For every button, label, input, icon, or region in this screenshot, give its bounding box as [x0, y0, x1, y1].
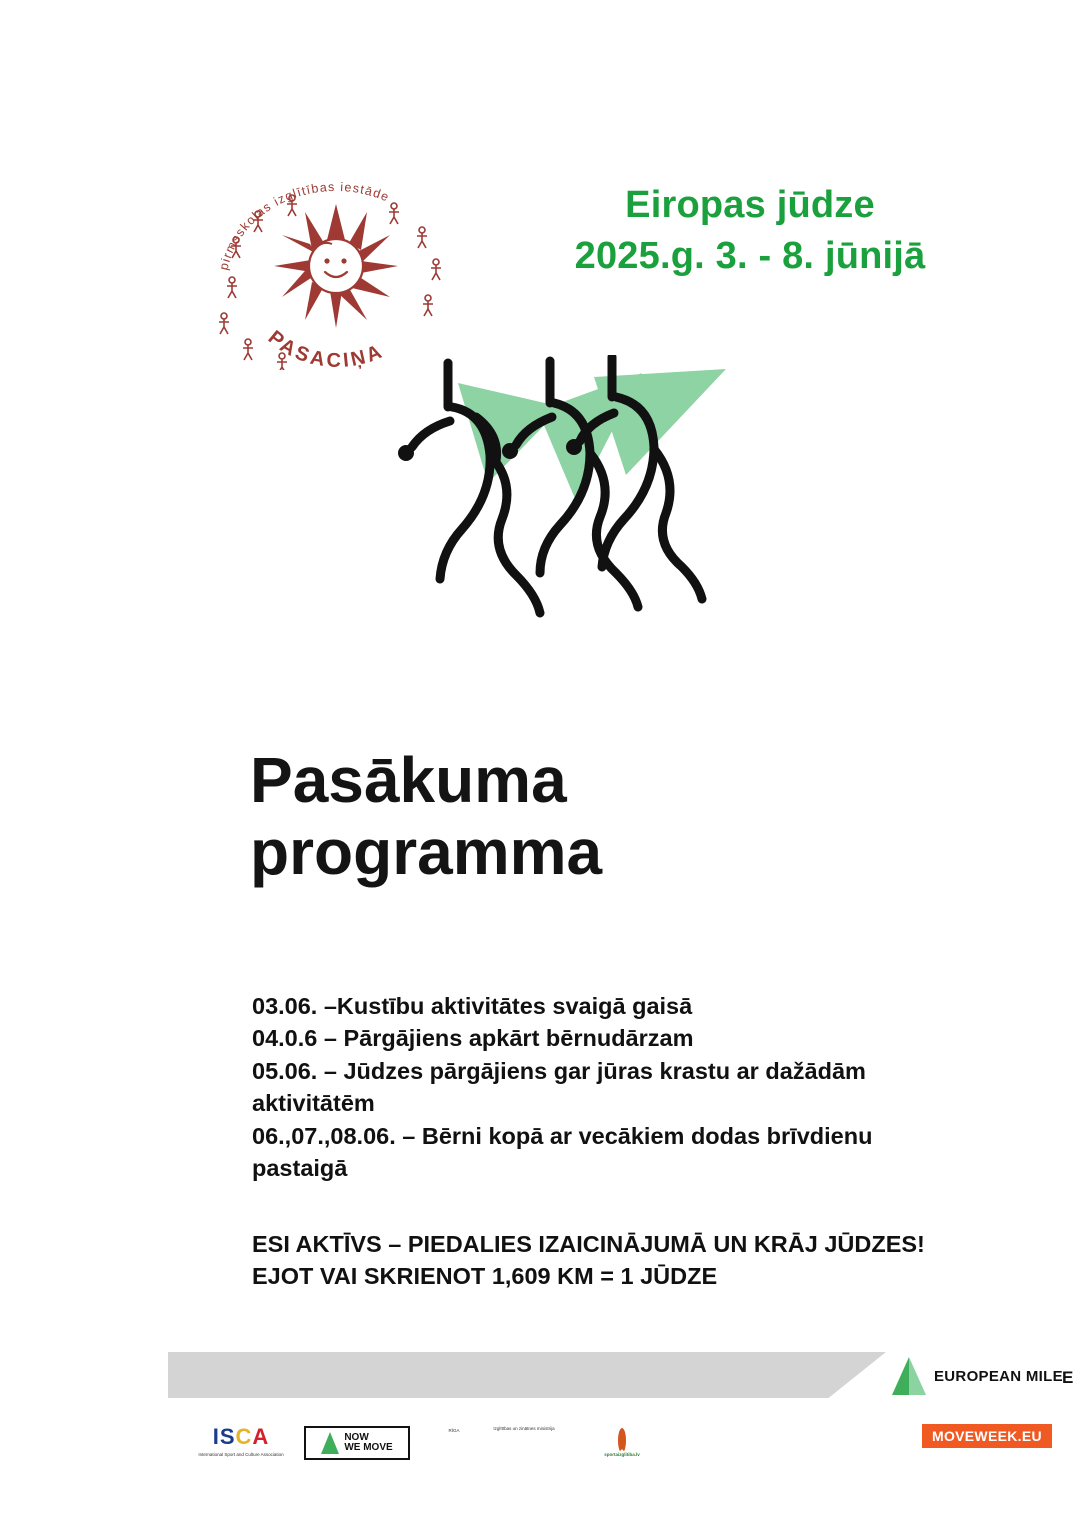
list-item: 06.,07.,08.06. – Bērni kopā ar vecākiem dodas brīvdienu pastaigā [252, 1122, 873, 1182]
page-title-line-2: programma [250, 815, 603, 888]
riga-caption: RĪGA [448, 1428, 460, 1433]
sponsor-nowwemove [304, 1426, 410, 1460]
sponsor-isca [196, 1424, 286, 1458]
logo-arc-text: pirmsskolas izglītības iestāde [216, 179, 392, 272]
nowwemove-line-2: WE MOVE [344, 1442, 393, 1453]
nowwemove-line-1: NOW [344, 1431, 369, 1443]
european-mile-label: EUROPEAN MILE [934, 1367, 1063, 1385]
sponsor-ministry [492, 1424, 556, 1432]
callout-line-2: EJOT VAI SKRIENOT 1,609 KM = 1 JŪDZE [252, 1263, 718, 1290]
sponsor-riga [424, 1426, 484, 1434]
sportaizglitiba-swoosh-icon [618, 1428, 626, 1453]
logo-name-text: PASACIŅA [263, 326, 388, 370]
nowwemove-arrow-icon [321, 1432, 339, 1454]
ministry-caption: Izglītības un zinātnes ministrija [493, 1426, 555, 1431]
edge-letter: E [1062, 1368, 1074, 1387]
event-title-line-1: Eiropas jūdze [625, 184, 875, 226]
kindergarten-logo [196, 170, 476, 370]
callout-line-1: ESI AKTĪVS – PIEDALIES IZAICINĀJUMĀ UN KRĀJ JŪDZES! [252, 1231, 925, 1257]
moveweek-badge: MOVEWEEK.EU [922, 1424, 1052, 1448]
page-title-line-1: Pasākuma [250, 744, 567, 816]
sportaizglitiba-caption: sportaizglitiba.lv [604, 1452, 640, 1457]
page-title [250, 745, 950, 888]
runners-illustration [380, 355, 760, 665]
callout-text [252, 1228, 972, 1293]
list-item: 03.06. –Kustību aktivitātes svaigā gaisā [252, 993, 693, 1019]
footer-band [168, 1352, 886, 1398]
program-list [252, 990, 952, 1185]
list-item: 04.0.6 – Pārgājiens apkārt bērnudārzam [252, 1025, 694, 1052]
event-title-line-2: 2025.g. 3. - 8. jūnijā [574, 235, 926, 278]
european-mile-mark-icon [892, 1357, 926, 1395]
event-title [500, 180, 1000, 283]
sponsor-sportaizglitiba [574, 1432, 670, 1458]
sponsor-row [196, 1418, 676, 1488]
nowwemove-wordmark [344, 1433, 392, 1454]
isca-caption: International Sport and Culture Association [198, 1452, 284, 1457]
european-mile-logo [892, 1352, 1072, 1400]
isca-wordmark: ISCA [212, 1424, 270, 1449]
list-item: 05.06. – Jūdzes pārgājiens gar jūras krastu ar dažādām aktivitātēm [252, 1057, 866, 1117]
